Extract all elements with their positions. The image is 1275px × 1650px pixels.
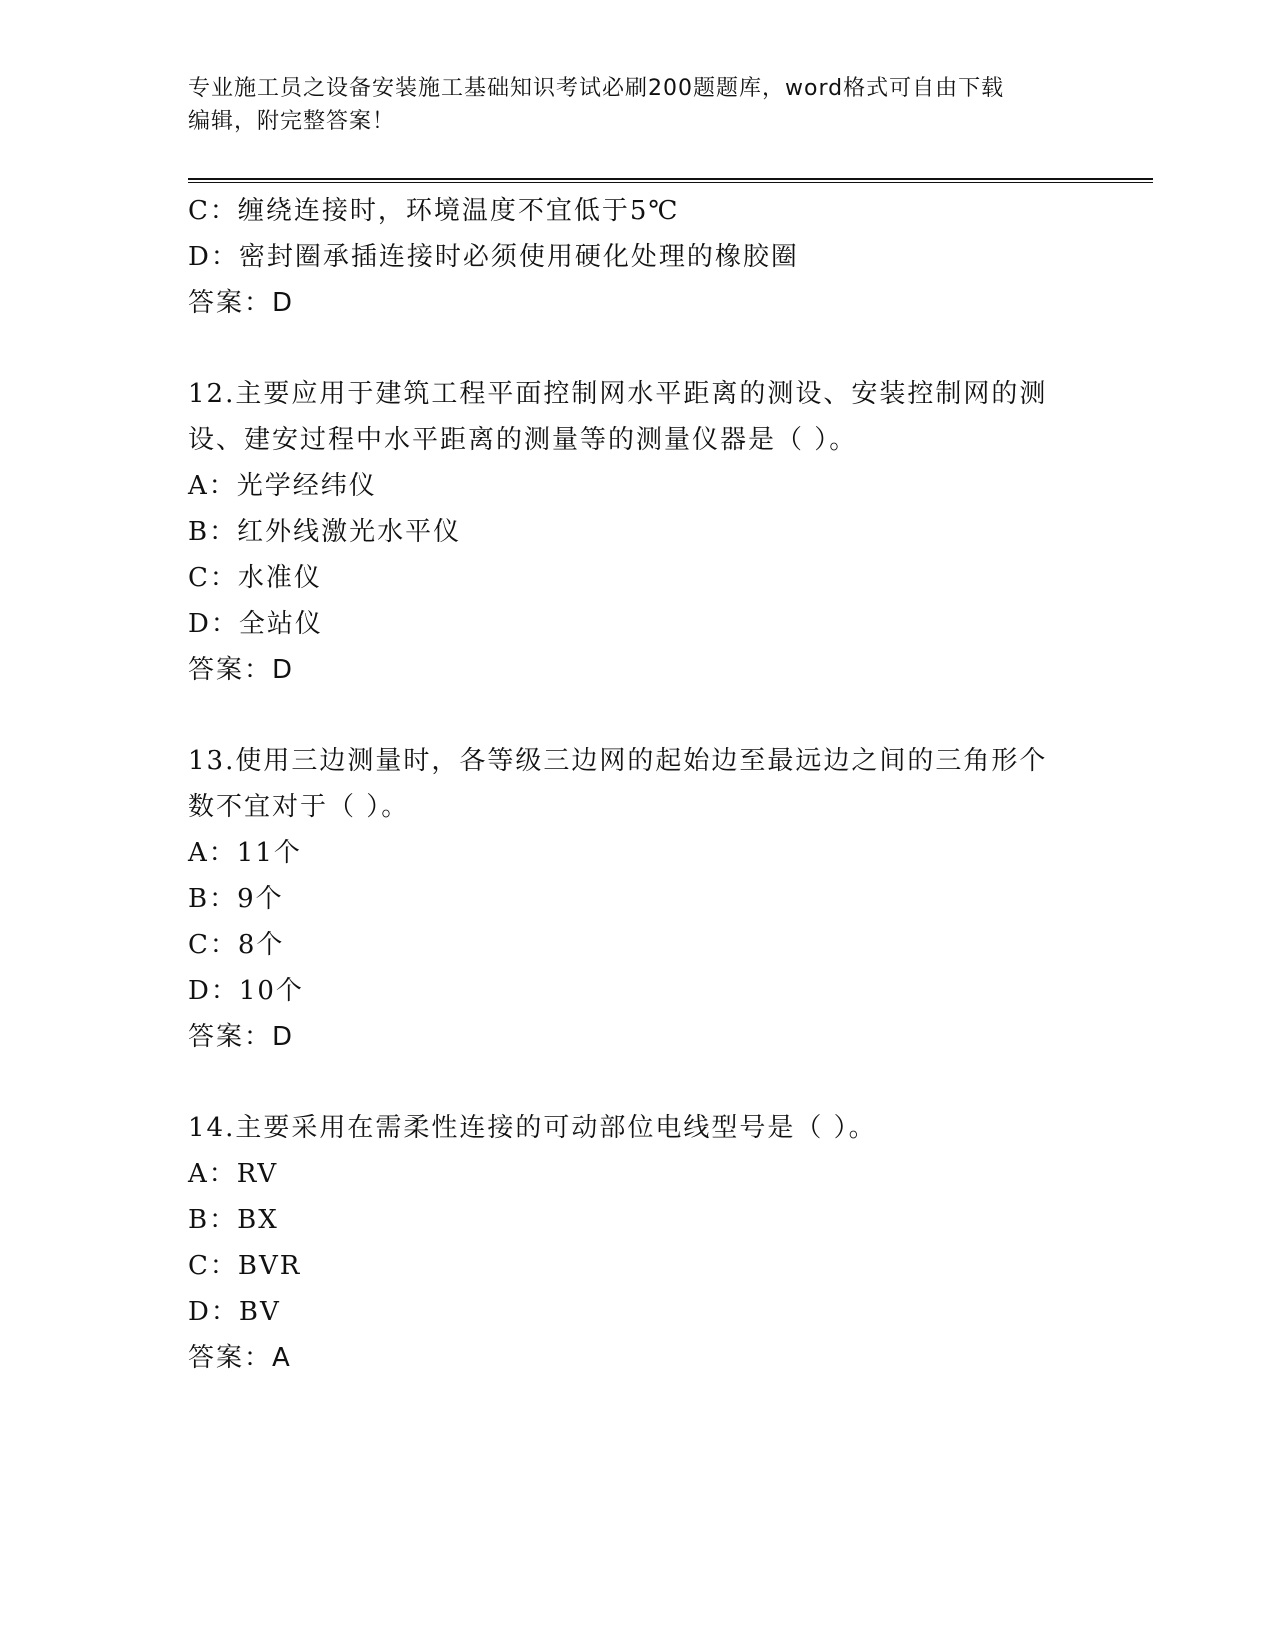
prev-question-block [188, 188, 1088, 326]
question-stem-line: 设、建安过程中水平距离的测量等的测量仪器是（ ）。 [188, 425, 858, 455]
option-c: C：BVR [188, 1251, 302, 1281]
question-stem-line: 12.主要应用于建筑工程平面控制网水平距离的测设、安装控制网的测 [188, 379, 1048, 409]
question-block-12 [188, 371, 1088, 693]
option-d: D：10个 [188, 976, 304, 1006]
option-a: A：光学经纬仪 [188, 471, 377, 501]
answer-line: 答案：D [188, 655, 295, 685]
option-a: A：11个 [188, 838, 302, 868]
header-title-line-2: 编辑，附完整答案！ [188, 109, 396, 134]
option-d: D：全站仪 [188, 609, 323, 639]
question-stem-line: 14.主要采用在需柔性连接的可动部位电线型号是（ ）。 [188, 1113, 877, 1143]
question-stem-line: 13.使用三边测量时，各等级三边网的起始边至最远边之间的三角形个 [188, 746, 1048, 776]
question-block-14 [188, 1105, 1088, 1381]
option-c: C：水准仪 [188, 563, 322, 593]
option-c: C：缠绕连接时，环境温度不宜低于5℃ [188, 196, 680, 226]
option-d: D：密封圈承插连接时必须使用硬化处理的橡胶圈 [188, 242, 799, 272]
answer-line: 答案：A [188, 1343, 292, 1373]
option-b: B：红外线激光水平仪 [188, 517, 462, 547]
answer-line: 答案：D [188, 1022, 295, 1052]
question-list [188, 188, 1088, 1381]
option-d: D：BV [188, 1297, 281, 1327]
option-b: B：9个 [188, 884, 284, 914]
option-b: B：BX [188, 1205, 279, 1235]
option-c: C：8个 [188, 930, 285, 960]
option-a: A：RV [188, 1159, 279, 1189]
answer-line: 答案：D [188, 288, 295, 318]
header-divider-thick [188, 178, 1153, 180]
header-divider-thin [188, 182, 1153, 183]
question-stem-line: 数不宜对于（ ）。 [188, 792, 410, 822]
header-title-line-1: 专业施工员之设备安装施工基础知识考试必刷200题题库，word格式可自由下载 [188, 76, 1005, 101]
document-header [188, 72, 1088, 138]
question-block-13 [188, 738, 1088, 1060]
